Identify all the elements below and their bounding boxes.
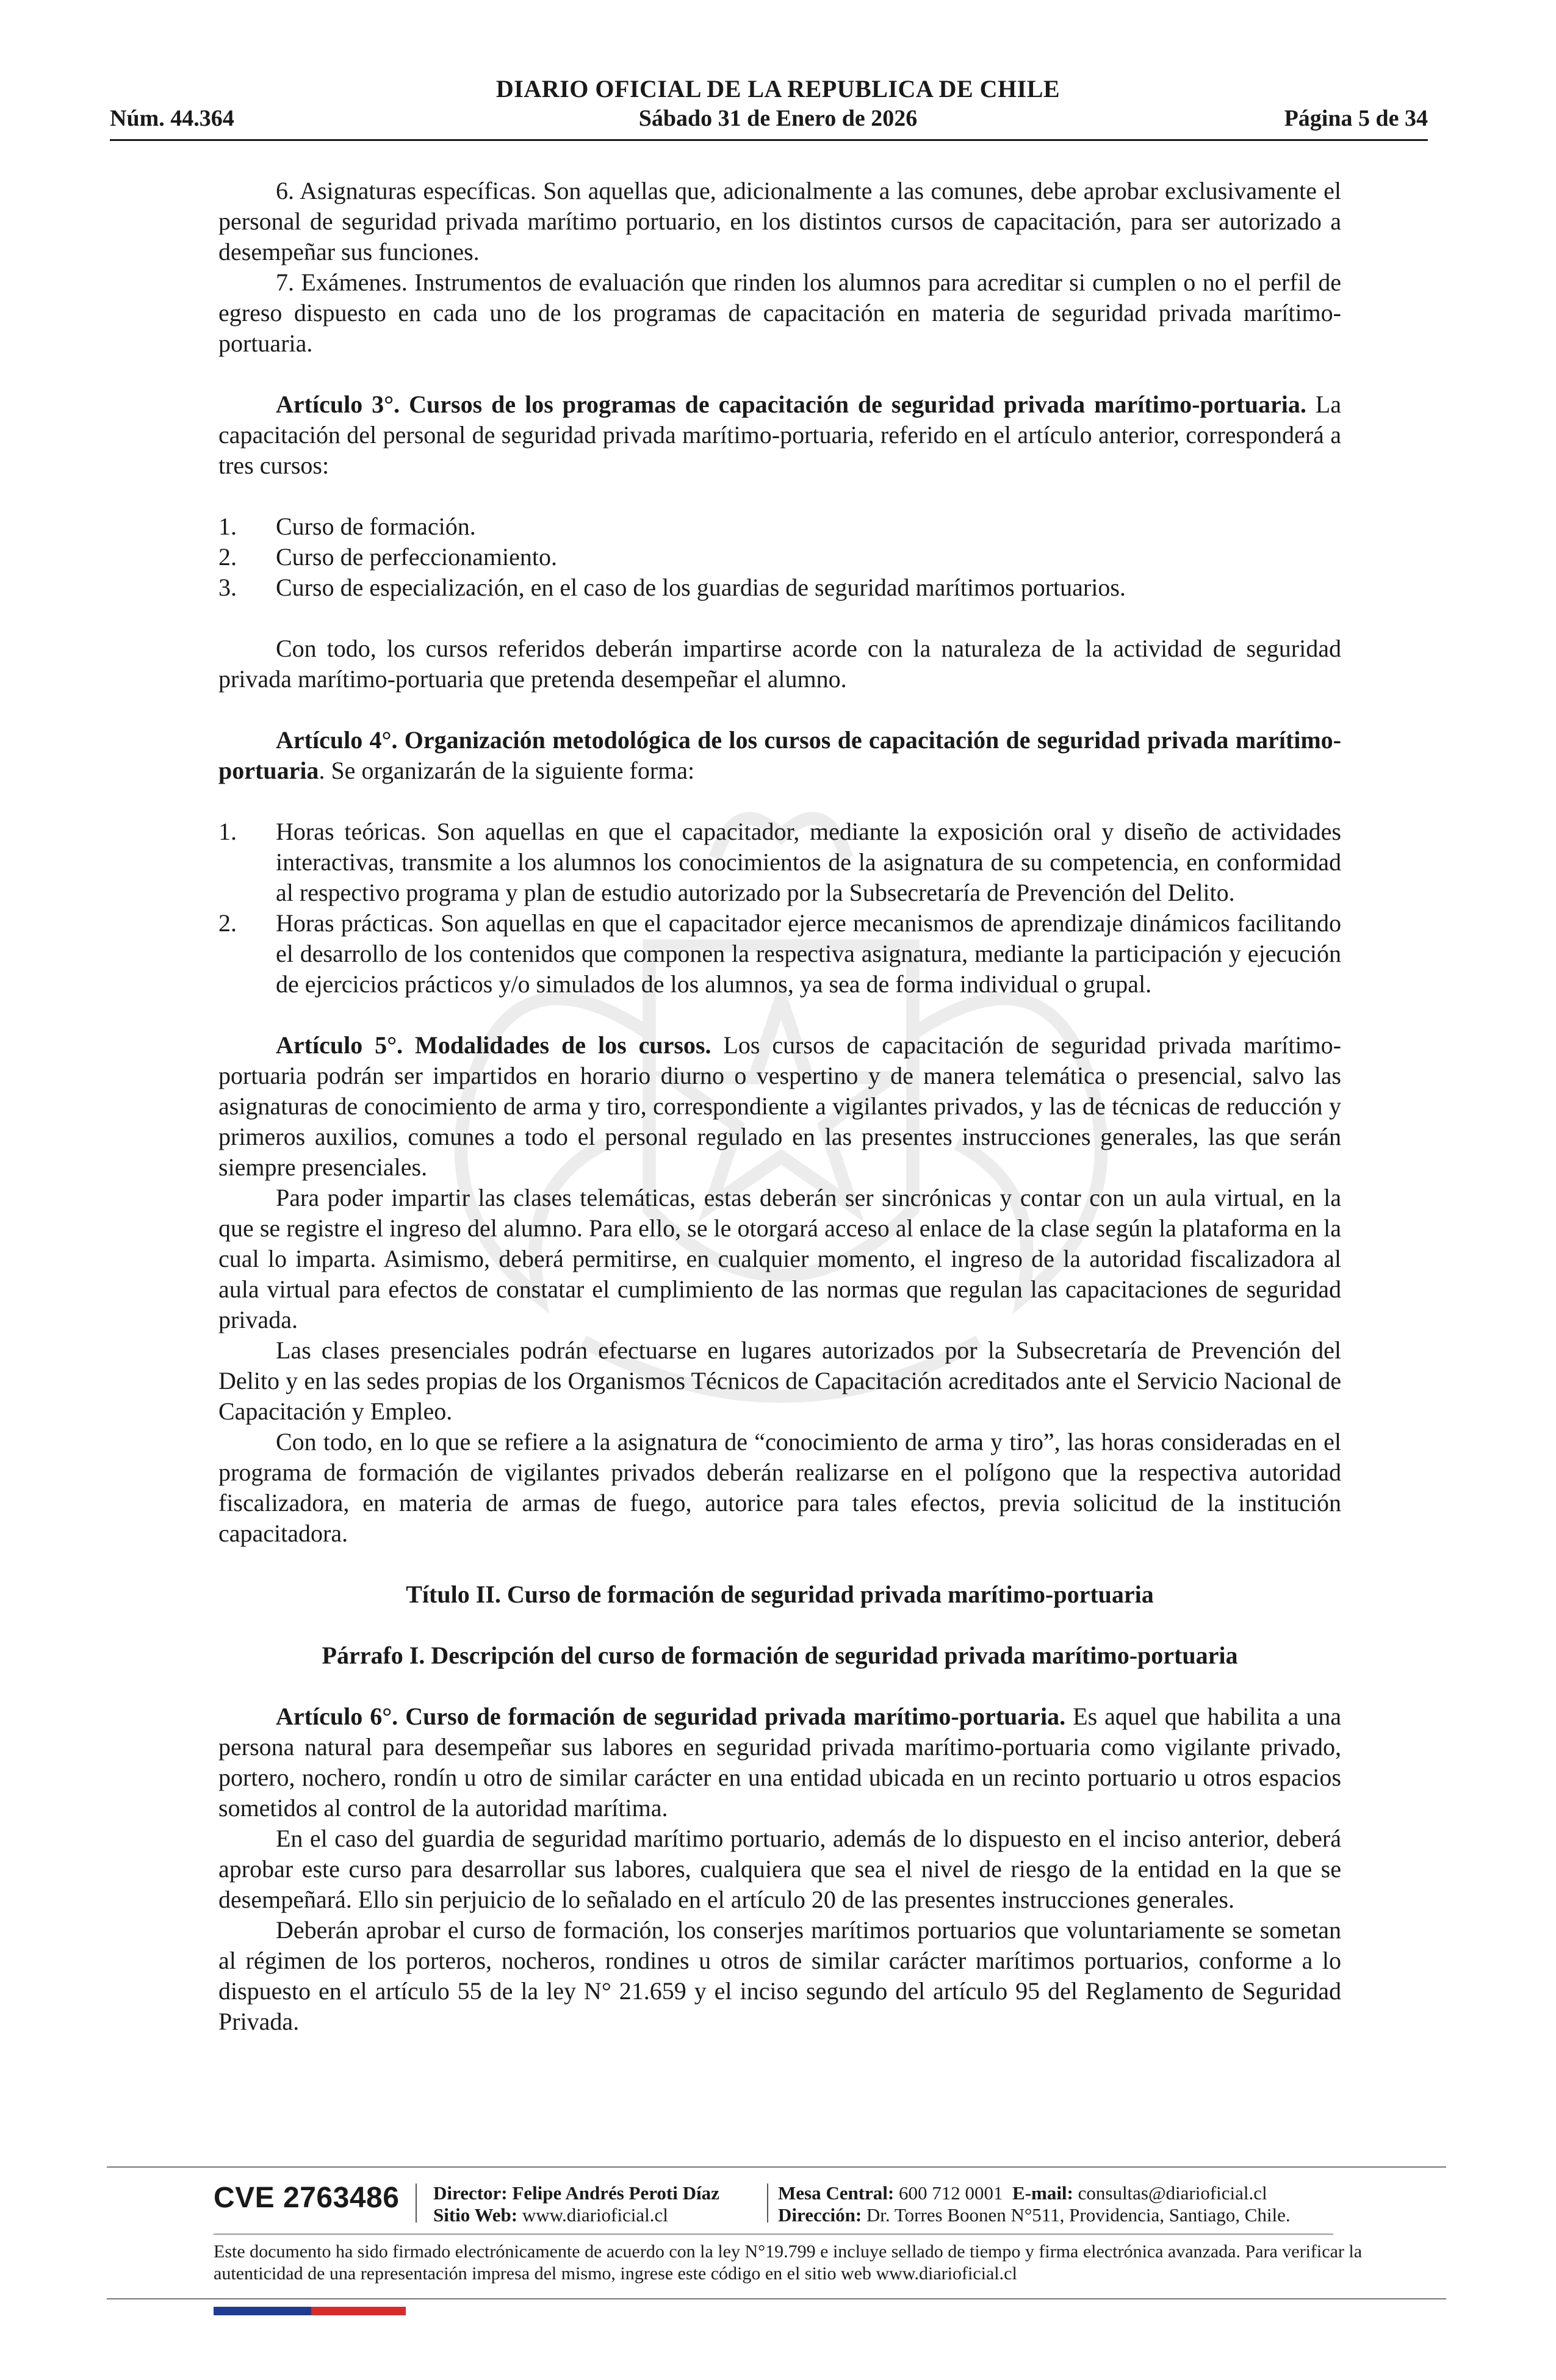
article-3-text: La capacitación del personal de seguridad privada marítimo-portuaria, referido en el artículo anterior, corresponderá a tres cursos: (218, 391, 1341, 479)
article-6-paragraph-3: Deberán aprobar el curso de formación, los conserjes marítimos portuarios que voluntariamente se sometan al régimen de los porteros, nocheros, rondines u otros de similar carácter marítimos portuarios, conforme a lo dispuesto en el artículo 55 de la ley N° 21.659 y el inciso segundo del artículo 95 del Reglamento de Seguridad Privada. (218, 1916, 1341, 2035)
document-body (218, 176, 1341, 2037)
list-item: 2. Curso de perfeccionamiento. (218, 543, 557, 571)
director-info: Director: Felipe Andrés Peroti Díaz Sitio Web: www.diarioficial.cl (433, 2182, 719, 2226)
issue-number: Núm. 44.364 (110, 106, 234, 131)
newspaper-title: DIARIO OFICIAL DE LA REPUBLICA DE CHILE (495, 75, 1061, 103)
email-link[interactable]: consultas@diarioficial.cl (1078, 2182, 1267, 2204)
page-indicator: Página 5 de 34 (1284, 106, 1428, 131)
header-divider (110, 139, 1428, 141)
list-item: 3. Curso de especialización, en el caso de los guardias de seguridad marítimos portuarios. (218, 574, 1126, 601)
article-3-closing: Con todo, los cursos referidos deberán impartirse acorde con la naturaleza de la actividad de seguridad privada marítimo-portuaria que pretenda desempeñar el alumno. (218, 635, 1341, 693)
footer-divider-top (107, 2166, 1446, 2168)
footer-separator (767, 2183, 768, 2223)
article-4 (218, 725, 1341, 786)
article-5 (218, 1030, 1341, 1183)
article-6 (218, 1701, 1341, 1823)
article-5-text: Los cursos de capacitación de seguridad privada marítimo-portuaria podrán ser impartidos en horario diurno o vespertino y de manera telemática o presencial, salvo las asignaturas de conocimiento de arma y tiro, correspondiente a vigilantes privados, y las de técnicas de reducción y primeros auxilios, comunes a todo el personal regulado en las presentes instrucciones generales, las que serán siempre presenciales. (218, 1031, 1341, 1181)
paragraph-asignaturas-especificas: 6. Asignaturas específicas. Son aquellas que, adicionalmente a las comunes, debe aprobar exclusivamente el personal de seguridad privada marítimo portuario, en los distintos cursos de capacitación, para ser autorizado a desempeñar sus funciones. (218, 177, 1341, 265)
title-ii-heading: Título II. Curso de formación de seguridad privada marítimo-portuaria (406, 1581, 1154, 1608)
footer-divider-bottom (107, 2298, 1446, 2299)
paragraph-examenes: 7. Exámenes. Instrumentos de evaluación que rinden los alumnos para acreditar si cumplen o no el perfil de egreso dispuesto en cada uno de los programas de capacitación en materia de seguridad privada marítimo-portuaria. (218, 269, 1341, 357)
website-link[interactable]: www.diarioficial.cl (522, 2204, 668, 2226)
article-5-heading: Artículo 5°. Modalidades de los cursos. (276, 1031, 711, 1059)
article-4-text: . Se organizarán de la siguiente forma: (319, 757, 695, 784)
phone-number: 600 712 0001 (899, 2182, 1003, 2204)
article-5-paragraph-4: Con todo, en lo que se refiere a la asignatura de “conocimiento de arma y tiro”, las horas consideradas en el programa de formación de vigilantes privados deberán realizarse en el polígono que la respectiva autoridad fiscalizadora, en materia de armas de fuego, autorice para tales efectos, previa solicitud de la institución capacitadora. (218, 1428, 1341, 1547)
article-6-text: Es aquel que habilita a una persona natural para desempeñar sus labores en seguridad privada marítimo-portuaria como vigilante privado, portero, nochero, rondín u otro de similar carácter en una entidad ubicada en un recinto portuario u otros espacios sometidos al control de la autoridad marítima. (218, 1703, 1342, 1822)
cve-code: CVE 2763486 (214, 2182, 400, 2214)
list-item: 1. Curso de formación. (218, 513, 476, 540)
list-item: 2. Horas prácticas. Son aquellas en que el capacitador ejerce mecanismos de aprendizaje dinámicos facilitando el desarrollo de los contenidos que componen la respectiva asignatura, mediante la participación y ejecución de ejercicios prácticos y/o simulados de los alumnos, ya sea de forma individual o grupal. (218, 909, 1341, 998)
footer-divider-mid (214, 2234, 1333, 2235)
issue-date: Sábado 31 de Enero de 2026 (638, 106, 918, 131)
article-3 (218, 389, 1341, 481)
article-3-course-list (218, 511, 1341, 603)
article-5-paragraph-2: Para poder impartir las clases telemáticas, estas deberán ser sincrónicas y contar con un aula virtual, en la que se registre el ingreso del alumno. Para ello, se le otorgará acceso al enlace de la clase según la plataforma en la cual lo imparta. Asimismo, deberá permitirse, en cualquier momento, el ingreso de la autoridad fiscalizadora al aula virtual para efectos de constatar el cumplimiento de las normas que regulan las capacitaciones de seguridad privada. (218, 1184, 1341, 1333)
article-4-heading: Artículo 4°. Organización metodológica de los cursos de capacitación de seguridad privada marítimo-portuaria (218, 726, 1341, 784)
footer-separator (416, 2183, 417, 2223)
flag-stripe (214, 2307, 406, 2315)
director-name: Felipe Andrés Peroti Díaz (512, 2182, 719, 2204)
legal-notice: Este documento ha sido firmado electrónicamente de acuerdo con la ley N°19.799 e incluye sellado de tiempo y firma electrónica avanzada. Para verificar la autenticidad de una representación impresa del mismo, ingrese este código en el sitio web www.diarioficial.cl (214, 2241, 1363, 2284)
article-6-heading: Artículo 6°. Curso de formación de seguridad privada marítimo-portuaria. (276, 1703, 1066, 1730)
article-4-hours-list (218, 817, 1341, 1000)
address: Dr. Torres Boonen N°511, Providencia, Santiago, Chile. (866, 2204, 1291, 2226)
paragraph-i-heading: Párrafo I. Descripción del curso de formación de seguridad privada marítimo-portuaria (322, 1642, 1238, 1669)
article-3-heading: Artículo 3°. Cursos de los programas de capacitación de seguridad privada marítimo-portuaria. (276, 391, 1306, 418)
article-6-paragraph-2: En el caso del guardia de seguridad marítimo portuario, además de lo dispuesto en el inciso anterior, deberá aprobar este curso para desarrollar sus labores, cualquiera que sea el nivel de riesgo de la entidad en la que se desempeñará. Ello sin perjuicio de lo señalado en el artículo 20 de las presentes instrucciones generales. (218, 1825, 1341, 1913)
article-5-paragraph-3: Las clases presenciales podrán efectuarse en lugares autorizados por la Subsecretaría de Prevención del Delito y en las sedes propias de los Organismos Técnicos de Capacitación acreditados ante el Servicio Nacional de Capacitación y Empleo. (218, 1336, 1341, 1425)
contact-info: Mesa Central: 600 712 0001 E-mail: consultas@diarioficial.cl Dirección: Dr. Torres Boonen N°511, Providencia, Santiago, Chile. (778, 2182, 1291, 2226)
list-item: 1. Horas teóricas. Son aquellas en que el capacitador, mediante la exposición oral y diseño de actividades interactivas, transmite a los alumnos los conocimientos de la asignatura de su competencia, en conformidad al respectivo programa y plan de estudio autorizado por la Subsecretaría de Prevención del Delito. (218, 818, 1341, 906)
